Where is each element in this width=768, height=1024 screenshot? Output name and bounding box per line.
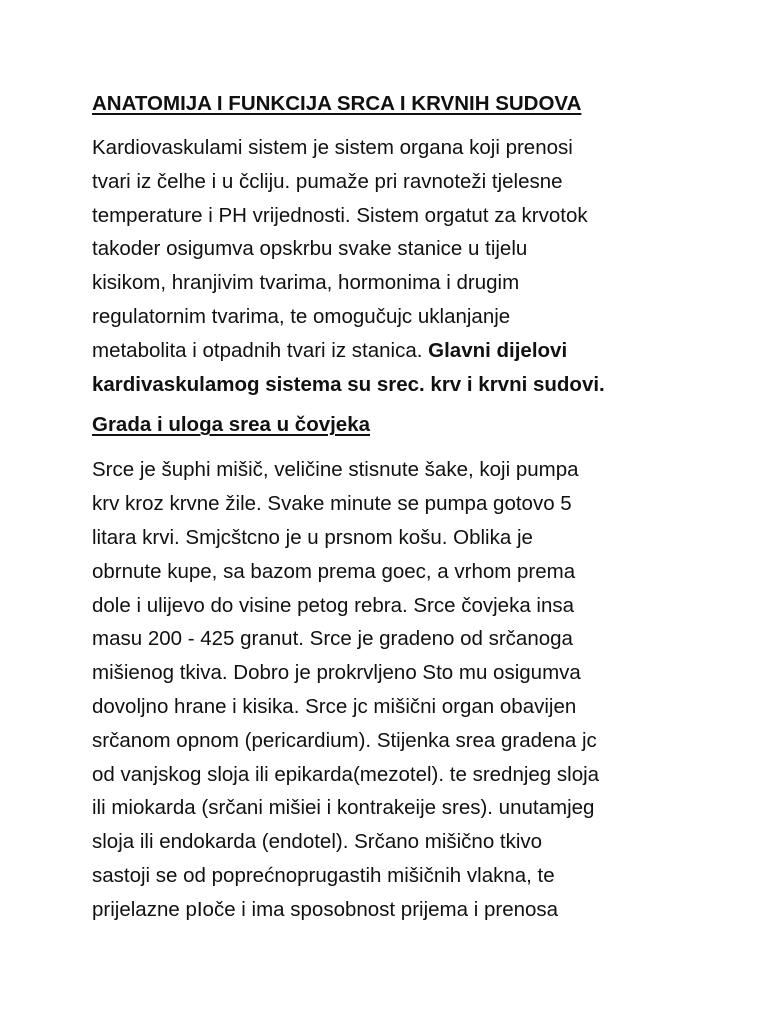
paragraph-line: masu 200 - 425 granut. Srce je gradeno od srčanoga [92,627,573,651]
paragraph-line: kisikom, hranjivim tvarima, hormonima i drugim [92,271,520,295]
bold-summary-text: Glavni dijelovi [428,338,568,362]
paragraph-line: takoder osigumva opskrbu svake stanice u tijelu [92,237,528,261]
paragraph-line: temperature i PH vrijednosti. Sistem orgatut za krvotok [92,203,588,227]
heart-paragraph [92,453,692,926]
intro-paragraph [92,131,692,401]
paragraph-line: sloja ili endokarda (endotel). Srčano mišično tkivo [92,830,543,854]
paragraph-line [92,334,692,368]
paragraph-line: ili miokarda (srčani mišiei i kontrakeije sres). unutamjeg [92,796,595,820]
document-title: ANATOMIJA I FUNKCIJA SRCA I KRVNIH SUDOVA [92,92,582,115]
document-page [92,88,692,927]
paragraph-line: sastoji se od poprećnoprugastih mišičnih vlakna, te [92,863,555,887]
paragraph-line: dole i ulijevo do visine petog rebra. Srce čovjeka insa [92,593,575,617]
paragraph-line: Srce je šuphi mišič, veličine stisnute šake, koji pumpa [92,458,579,482]
paragraph-text: metabolita i otpadnih tvari iz stanica. [92,338,429,362]
bold-summary-line: kardivaskulamog sistema su srec. krv i krvni sudovi. [92,372,605,396]
paragraph-line: dovoljno hrane i kisika. Srce jc mišični organ obavijen [92,694,577,718]
paragraph-line: krv kroz krvne žile. Svake minute se pumpa gotovo 5 [92,492,572,516]
paragraph-line: Kardiovaskulami sistem je sistem organa koji prenosi [92,136,573,159]
paragraph-line: mišienog tkiva. Dobro je prokrvljeno Sto mu osigumva [92,661,581,685]
section-heading: Grada i uloga srea u čovjeka [92,413,371,437]
paragraph-line: srčanom opnom (pericardium). Stijenka srea gradena jc [92,728,597,752]
paragraph-line: regulatornim tvarima, te omogučujc uklanjanje [92,304,511,328]
paragraph-line: tvari iz čelhe i u čcliju. pumaže pri ravnoteži tjelesne [92,169,563,193]
paragraph-line: od vanjskog sloja ili epikarda(mezotel). te srednjeg sloja [92,762,600,786]
paragraph-line: litara krvi. Smjcštcno je u prsnom košu. Oblika je [92,525,533,549]
paragraph-line: obrnute kupe, sa bazom prema goec, a vrhom prema [92,559,576,583]
paragraph-line: prijelazne pIoče i ima sposobnost prijema i prenosa [92,897,559,921]
